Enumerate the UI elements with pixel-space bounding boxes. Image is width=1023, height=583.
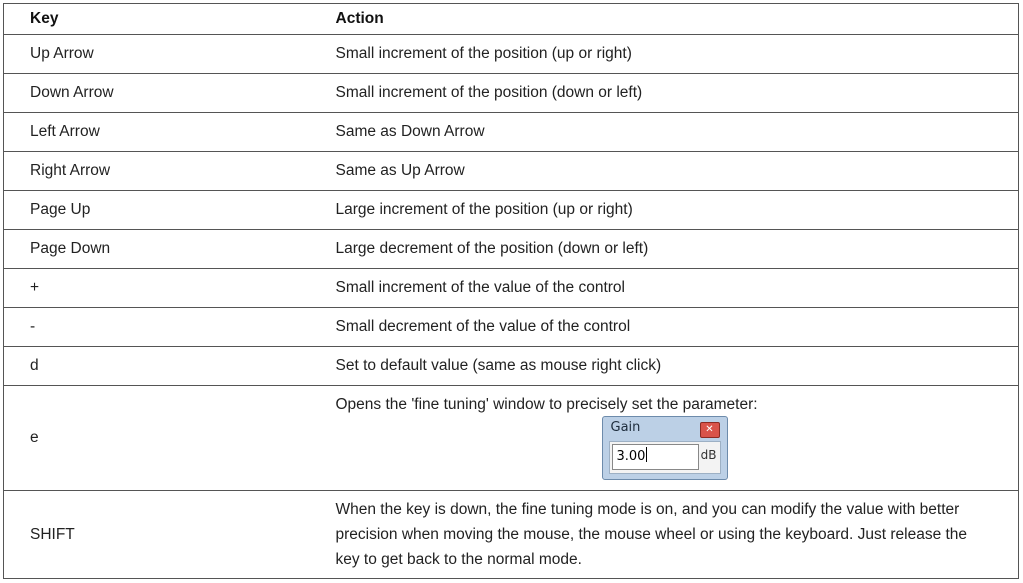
table-header-row [4, 4, 1019, 35]
table-row [4, 269, 1019, 308]
table-row [4, 35, 1019, 74]
table-row [4, 230, 1019, 269]
action-text: When the key is down, the fine tuning mode is on, and you can modify the value with better precision when moving the mouse, the mouse wheel or using the keyboard. Just release the key to get back to the normal mode. [335, 501, 968, 568]
action-cell: Small increment of the value of the control [309, 269, 1019, 308]
action-cell: Same as Up Arrow [309, 152, 1019, 191]
fine-tuning-description [336, 386, 1019, 490]
key-cell: e [4, 386, 309, 491]
action-cell: Same as Down Arrow [309, 113, 1019, 152]
table-row [4, 74, 1019, 113]
key-cell: Up Arrow [4, 35, 309, 74]
key-cell: Page Down [4, 230, 309, 269]
key-cell: d [4, 347, 309, 386]
value-input[interactable]: 3.00 [612, 444, 699, 470]
table-row [4, 347, 1019, 386]
table-row [4, 491, 1019, 579]
action-cell: Small decrement of the value of the control [309, 308, 1019, 347]
key-cell: Right Arrow [4, 152, 309, 191]
table-row [4, 152, 1019, 191]
unit-label: dB [700, 448, 717, 462]
key-cell: Left Arrow [4, 113, 309, 152]
close-icon[interactable]: ✕ [700, 422, 720, 438]
table-row [4, 113, 1019, 152]
table-row [4, 308, 1019, 347]
key-action-table [3, 3, 1019, 579]
key-cell: Page Up [4, 191, 309, 230]
key-column-header: Key [4, 4, 309, 35]
action-cell: Large increment of the position (up or right) [309, 191, 1019, 230]
action-cell: Set to default value (same as mouse right click) [309, 347, 1019, 386]
key-cell: SHIFT [4, 491, 309, 579]
action-column-header: Action [309, 4, 1019, 35]
table-row [4, 386, 1019, 491]
action-cell: Small increment of the position (up or right) [309, 35, 1019, 74]
action-cell [309, 491, 1019, 579]
table-row [4, 191, 1019, 230]
key-cell: - [4, 308, 309, 347]
fine-tuning-title: Gain [610, 420, 641, 435]
key-cell: + [4, 269, 309, 308]
key-cell: Down Arrow [4, 74, 309, 113]
fine-tuning-window [602, 416, 728, 480]
action-cell: Small increment of the position (down or left) [309, 74, 1019, 113]
action-cell: Large decrement of the position (down or left) [309, 230, 1019, 269]
fine-tuning-body [609, 441, 721, 474]
action-text: Opens the 'fine tuning' window to precisely set the parameter: [335, 396, 758, 413]
action-cell [309, 386, 1019, 491]
